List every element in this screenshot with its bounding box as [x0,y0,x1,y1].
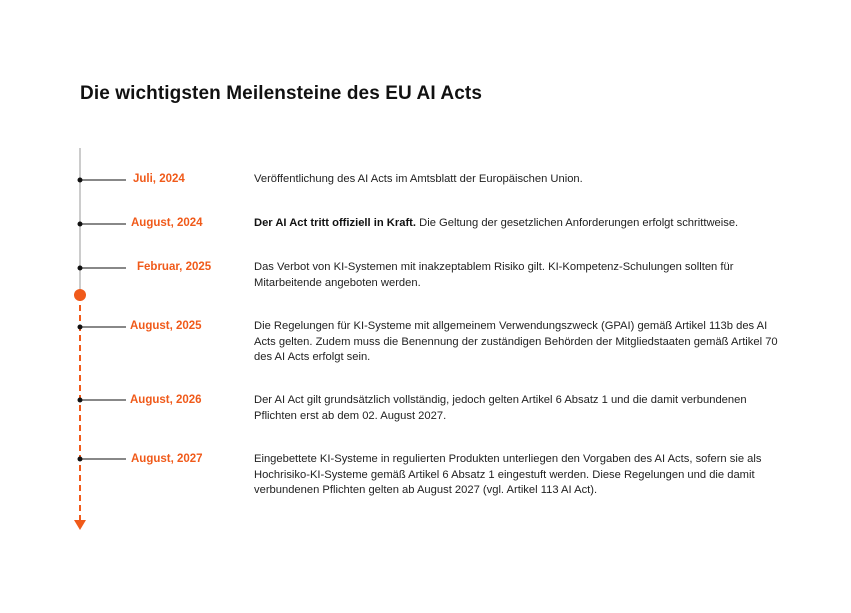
milestone-description: Der AI Act tritt offiziell in Kraft. Die Geltung der gesetzlichen Anforderungen erfolgt schrittweise. [254,217,739,229]
current-position-dot [74,289,86,301]
page-title: Die wichtigsten Meilensteine des EU AI Acts [80,83,482,104]
milestone-marker [78,266,127,271]
milestone-date: August, 2025 [130,320,202,332]
milestone-description: Das Verbot von KI-Systemen mit inakzeptablem Risiko gilt. KI-Kompetenz-Schulungen sollten für Mitarbeitende angeboten werden. [254,261,734,289]
milestone-date: August, 2026 [130,394,202,406]
milestone-marker [78,457,127,462]
milestone-description: Die Regelungen für KI-Systeme mit allgemeinem Verwendungszweck (GPAI) gemäß Artikel 113b des AI Acts gelten. Zudem muss die Benennung der zuständigen Behörden der Mitgliedstaaten gemäß Artikel 70 des AI Acts erfolgt sein. [254,320,778,363]
milestone-marker [78,325,127,330]
milestone-marker [78,398,127,403]
milestone-date: Februar, 2025 [137,261,212,273]
milestone-marker [78,178,127,183]
timeline-arrow-icon [74,520,86,530]
milestone-description: Eingebettete KI-Systeme in regulierten Produkten unterliegen den Vorgaben des AI Acts, sofern sie als Hochrisiko-KI-Systeme gemäß Artikel 6 Absatz 1 eingestuft werden. Diese Regelungen und die damit verbundenen Pflichten gelten ab August 2027 (vgl. Artikel 113 AI Act). [254,453,762,496]
milestone-date: Juli, 2024 [133,173,185,185]
milestone-description: Der AI Act gilt grundsätzlich vollständig, jedoch gelten Artikel 6 Absatz 1 und die damit verbundenen Pflichten erst ab dem 02. August 2027. [254,394,747,422]
milestone-date: August, 2027 [131,453,203,465]
milestone-description: Veröffentlichung des AI Acts im Amtsblatt der Europäischen Union. [254,173,583,185]
milestone-highlight: Der AI Act tritt offiziell in Kraft. [254,217,417,229]
milestone-marker [78,222,127,227]
milestone-date: August, 2024 [131,217,203,229]
